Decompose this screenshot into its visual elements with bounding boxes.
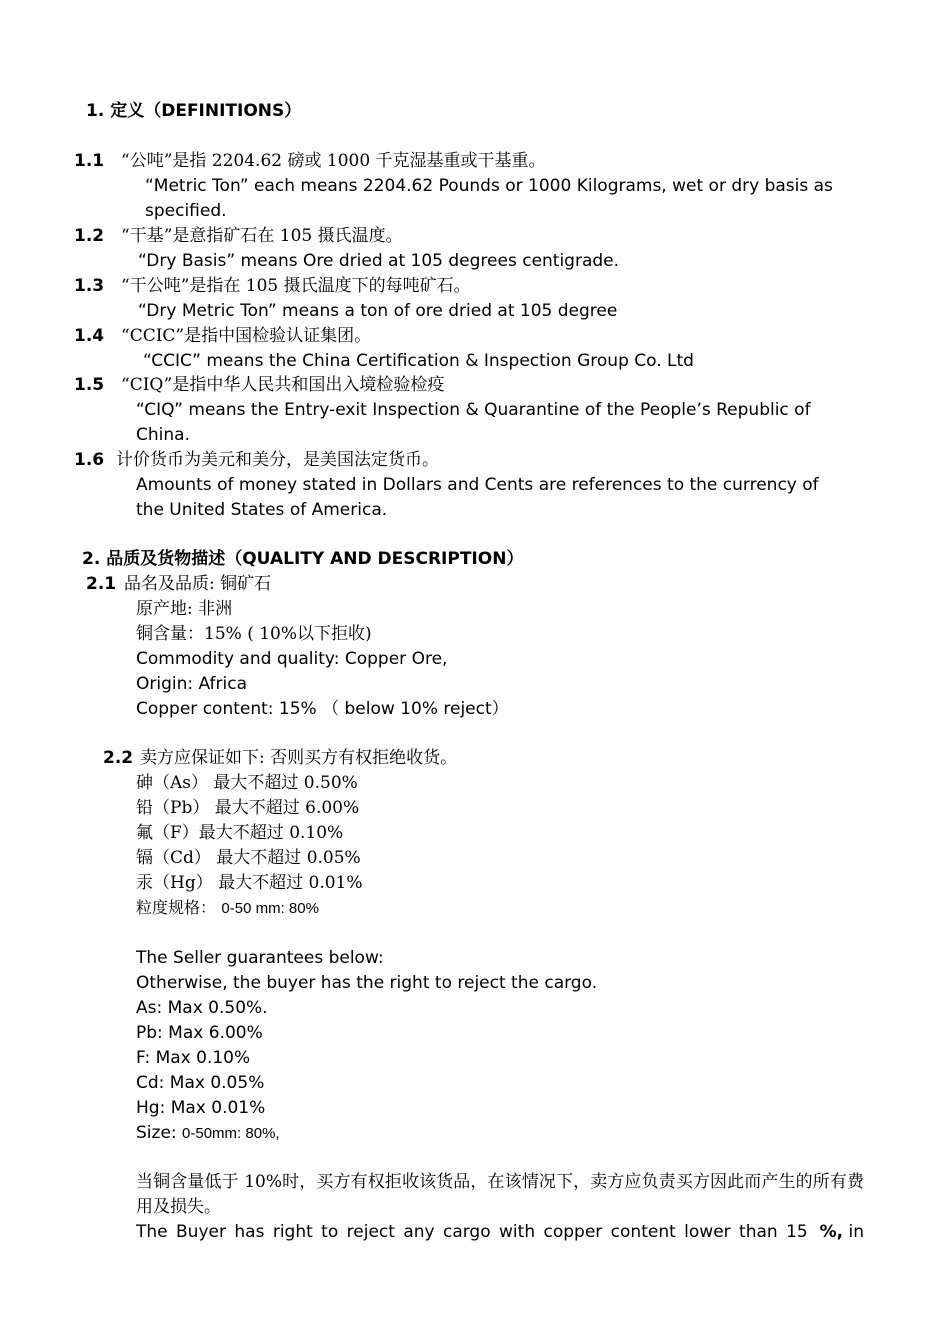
clause-text-en: specified. bbox=[145, 201, 227, 221]
clause-text-cn: 铜含量：15% ( 10%以下拒收) bbox=[136, 624, 372, 644]
section-title-en: QUALITY AND DESCRIPTION bbox=[242, 549, 507, 569]
clause-text-cn: 品名及品质: 铜矿石 bbox=[124, 574, 272, 594]
clause-text-cn: 卖方应保证如下: 否则买方有权拒绝收货。 bbox=[140, 748, 458, 768]
clause-number: 2.2 bbox=[103, 748, 134, 768]
section-2-heading bbox=[82, 548, 523, 570]
section-1-heading bbox=[86, 100, 301, 122]
spec-line-en: Cd: Max 0.05% bbox=[136, 1073, 265, 1093]
spec-line-en: F: Max 0.10% bbox=[136, 1048, 251, 1068]
clause-text-en: China. bbox=[136, 425, 190, 445]
section-title-en: DEFINITIONS bbox=[161, 101, 285, 121]
clause-number: 2.1 bbox=[86, 574, 117, 594]
clause-number: 1.4 bbox=[74, 326, 105, 346]
clause-number: 1.5 bbox=[74, 375, 105, 395]
reject-text-bold: %, bbox=[819, 1222, 844, 1242]
size-spec-en bbox=[136, 1122, 280, 1145]
clause-text-cn: “CCIC”是指中国检验认证集团。 bbox=[121, 326, 372, 346]
clause-number: 1.6 bbox=[74, 450, 105, 470]
reject-clause-cn: 当铜含量低于 10%时，买方有权拒收该货品，在该情况下，卖方应负责买方因此而产生的所有费 bbox=[136, 1172, 864, 1192]
clause-text-en: “Metric Ton” each means 2204.62 Pounds or 1000 Kilograms, wet or dry basis as bbox=[145, 176, 833, 196]
reject-clause-en bbox=[136, 1221, 864, 1243]
spec-line-cn: 砷（As） 最大不超过 0.50% bbox=[136, 773, 358, 793]
clause-text-en: Copper content: 15% （ below 10% reject） bbox=[136, 699, 509, 719]
size-spec-cn bbox=[136, 897, 319, 920]
clause-number: 1.2 bbox=[74, 226, 105, 246]
spec-line-en: Pb: Max 6.00% bbox=[136, 1023, 263, 1043]
clause-text-cn: 计价货币为美元和美分，是美国法定货币。 bbox=[116, 450, 439, 470]
size-value: 0-50mm: 80%, bbox=[182, 1125, 280, 1142]
clause-text-en: “CIQ” means the Entry-exit Inspection & Quarantine of the People’s Republic of bbox=[136, 400, 811, 420]
size-label: 粒度规格： bbox=[136, 898, 217, 917]
clause-text-cn: 原产地: 非洲 bbox=[136, 599, 233, 619]
clause-text-en: “CCIC” means the China Certification & Inspection Group Co. Ltd bbox=[143, 351, 694, 371]
spec-line-en: Hg: Max 0.01% bbox=[136, 1098, 266, 1118]
clause-text-en: Amounts of money stated in Dollars and Cents are references to the currency of bbox=[136, 475, 819, 495]
spec-line-cn: 铅（Pb） 最大不超过 6.00% bbox=[136, 798, 360, 818]
clause-text-cn: “干基”是意指矿石在 105 摄氏温度。 bbox=[121, 226, 403, 246]
spec-line-en: The Seller guarantees below: bbox=[136, 948, 384, 968]
spec-line-cn: 氟（F）最大不超过 0.10% bbox=[136, 823, 344, 843]
size-label: Size: bbox=[136, 1123, 183, 1143]
reject-text-end: in bbox=[843, 1222, 864, 1242]
section-title-close: ） bbox=[284, 101, 302, 121]
section-number: 1. bbox=[86, 101, 105, 121]
clause-text-en: “Dry Metric Ton” means a ton of ore dried at 105 degree bbox=[138, 301, 618, 321]
clause-text-en: “Dry Basis” means Ore dried at 105 degrees centigrade. bbox=[138, 251, 620, 271]
clause-text-en: the United States of America. bbox=[136, 500, 388, 520]
spec-line-cn: 汞（Hg） 最大不超过 0.01% bbox=[136, 873, 363, 893]
size-value: 0-50 mm: 80% bbox=[221, 900, 319, 917]
section-title-close: ） bbox=[506, 549, 524, 569]
clause-number: 1.3 bbox=[74, 276, 105, 296]
reject-text-tail bbox=[820, 1221, 864, 1243]
clause-text-cn: “干公吨”是指在 105 摄氏温度下的每吨矿石。 bbox=[121, 276, 471, 296]
clause-text-cn: “公吨”是指 2204.62 磅或 1000 千克湿基重或干基重。 bbox=[121, 151, 546, 171]
section-number: 2. bbox=[82, 549, 101, 569]
clause-text-cn: “CIQ”是指中华人民共和国出入境检验检疫 bbox=[121, 375, 445, 395]
spec-line-en: Otherwise, the buyer has the right to reject the cargo. bbox=[136, 973, 598, 993]
reject-text: The Buyer has right to reject any cargo with copper content lower than 15 bbox=[136, 1222, 808, 1242]
spec-line-cn: 镉（Cd） 最大不超过 0.05% bbox=[136, 848, 361, 868]
reject-clause-cn: 用及损失。 bbox=[136, 1197, 221, 1217]
clause-text-en: Commodity and quality: Copper Ore, bbox=[136, 649, 448, 669]
section-title-cn: 定义（ bbox=[110, 101, 162, 121]
clause-number: 1.1 bbox=[74, 151, 105, 171]
spec-line-en: As: Max 0.50%. bbox=[136, 998, 268, 1018]
section-title-cn: 品质及货物描述（ bbox=[106, 549, 243, 569]
clause-text-en: Origin: Africa bbox=[136, 674, 247, 694]
